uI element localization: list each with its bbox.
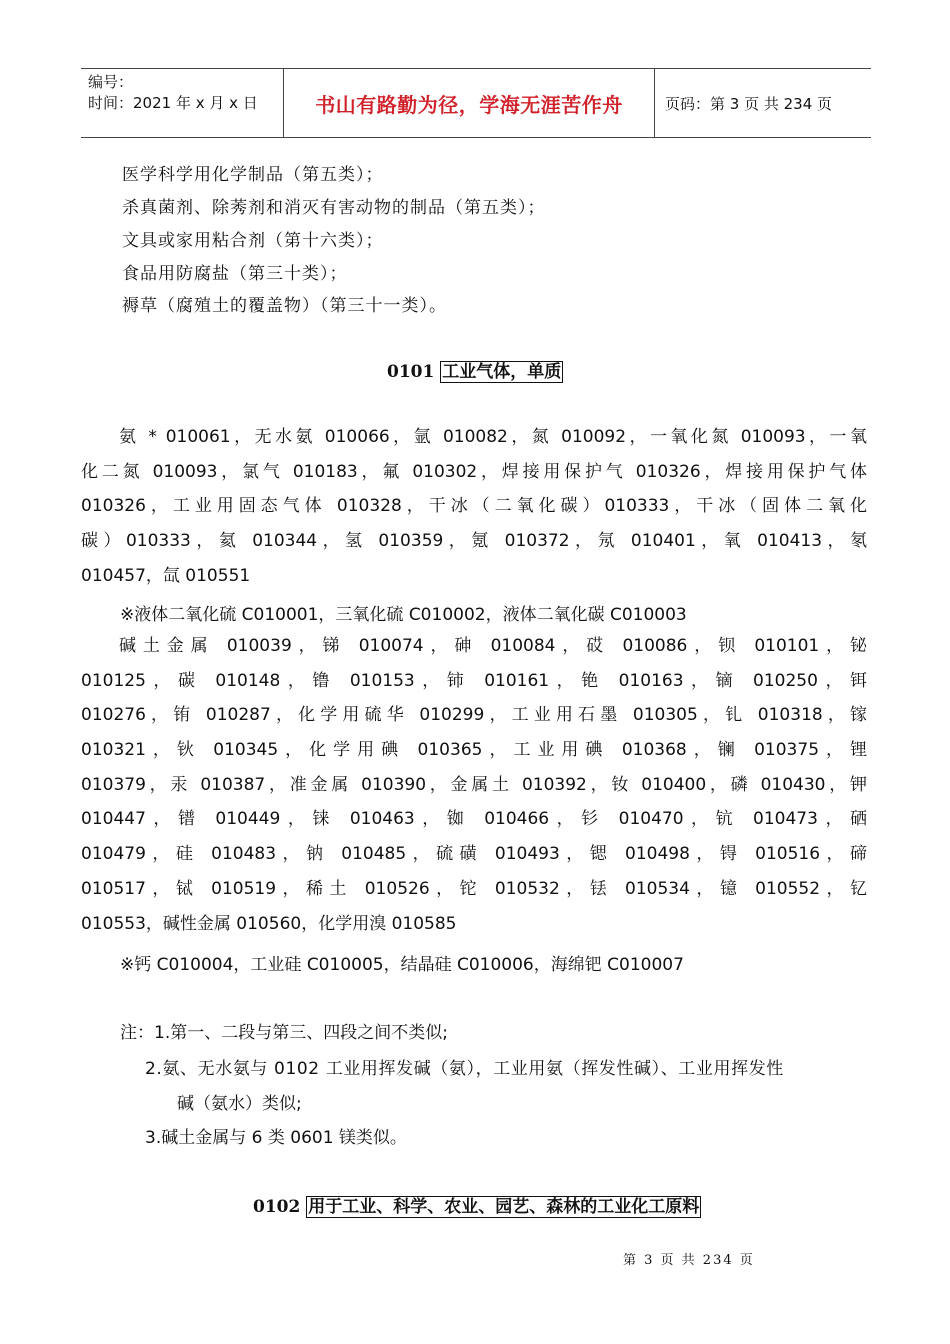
paragraph-gases bbox=[81, 420, 867, 593]
paragraph-row: 化二氮 010093，氯气 010183，氟 010302，焊接用保护气 010326，焊接用保护气体 bbox=[81, 461, 867, 482]
intro-line: 褥草（腐殖土的覆盖物）（第三十一类）。 bbox=[122, 296, 447, 316]
paragraph-row: 010447，镨 010449，铼 010463，铷 010466，钐 010470，钪 010473，硒 bbox=[81, 809, 867, 830]
paragraph-row: 010276，铕 010287，化学用硫华 010299，工业用石墨 010305，钆 010318，镓 bbox=[81, 705, 867, 726]
paragraph-row: 010125，碳 010148，镥 010153，铈 010161，铯 010163，镝 010250，铒 bbox=[81, 670, 867, 691]
special-entries-1: ※液体二氧化硫 C010001，三氧化硫 C010002，液体二氧化碳 C010003 bbox=[120, 605, 687, 625]
header-meta bbox=[81, 69, 283, 137]
paragraph-row: 氨 * 010061，无水氨 010066，氩 010082，氮 010092，一氧化氮 010093，一氧 bbox=[119, 427, 867, 447]
note-2: 2.氨、无水氨与 0102 工业用挥发碱（氨），工业用氨（挥发性碱）、工业用挥发性 bbox=[145, 1059, 784, 1079]
paragraph-row: 010479，硅 010483，钠 010485，硫磺 010493，锶 010498，锝 010516，碲 bbox=[81, 844, 867, 865]
header-date: 时间：2021 年 x 月 x 日 bbox=[88, 94, 258, 112]
intro-line: 食品用防腐盐（第三十类）； bbox=[122, 264, 348, 284]
paragraph-row: 010517，铽 010519，稀土 010526，铊 010532，铥 010534，镱 010552，钇 bbox=[81, 878, 867, 899]
intro-line: 杀真菌剂、除莠剂和消灭有害动物的制品（第五类）； bbox=[122, 198, 546, 218]
paragraph-row: 010457，氙 010551 bbox=[81, 565, 251, 586]
note-3: 3.碱土金属与 6 类 0601 镁类似。 bbox=[145, 1128, 407, 1148]
section-title: 用于工业、科学、农业、园艺、森林的工业化工原料 bbox=[308, 1197, 700, 1217]
paragraph-row: 010553，碱性金属 010560，化学用溴 010585 bbox=[81, 913, 457, 934]
paragraph-row: 010326，工业用固态气体 010328，干冰（二氧化碳）010333，干冰（固体二氧化 bbox=[81, 496, 867, 517]
page-footer: 第 3 页 共 234 页 bbox=[623, 1253, 755, 1268]
section-code: 0101 bbox=[387, 362, 435, 382]
section-title: 工业气体，单质 bbox=[442, 362, 562, 382]
paragraph-row: 010321，钬 010345，化学用碘 010365，工业用碘 010368，镧 010375，锂 bbox=[81, 740, 867, 761]
page-header bbox=[81, 68, 871, 138]
intro-line: 医学科学用化学制品（第五类）； bbox=[122, 165, 384, 185]
paragraph-row: 碳）010333，氦 010344，氢 010359，氪 010372，氖 010401，氧 010413，氡 bbox=[81, 531, 867, 552]
note-2-continued: 碱（氨水）类似; bbox=[177, 1094, 302, 1114]
header-number-label: 编号： bbox=[88, 73, 134, 91]
section-code: 0102 bbox=[253, 1197, 301, 1217]
paragraph-elements bbox=[81, 629, 867, 941]
paragraph-row: 碱土金属 010039，锑 010074，砷 010084，砹 010086，钡 010101，铋 bbox=[119, 636, 867, 656]
section-heading-0101 bbox=[387, 357, 563, 382]
header-motto: 书山有路勤为径，学海无涯苦作舟 bbox=[283, 69, 655, 137]
note-1: 注：1.第一、二段与第三、四段之间不类似; bbox=[120, 1023, 448, 1043]
special-entries-2: ※钙 C010004，工业硅 C010005，结晶硅 C010006，海绵钯 C010007 bbox=[120, 955, 684, 975]
paragraph-row: 010379，汞 010387，准金属 010390，金属土 010392，钕 010400，磷 010430，钾 bbox=[81, 774, 867, 795]
header-page-info: 页码：第 3 页 共 234 页 bbox=[665, 94, 833, 113]
intro-line: 文具或家用粘合剂（第十六类）； bbox=[122, 231, 384, 251]
section-heading-0102 bbox=[253, 1192, 701, 1217]
